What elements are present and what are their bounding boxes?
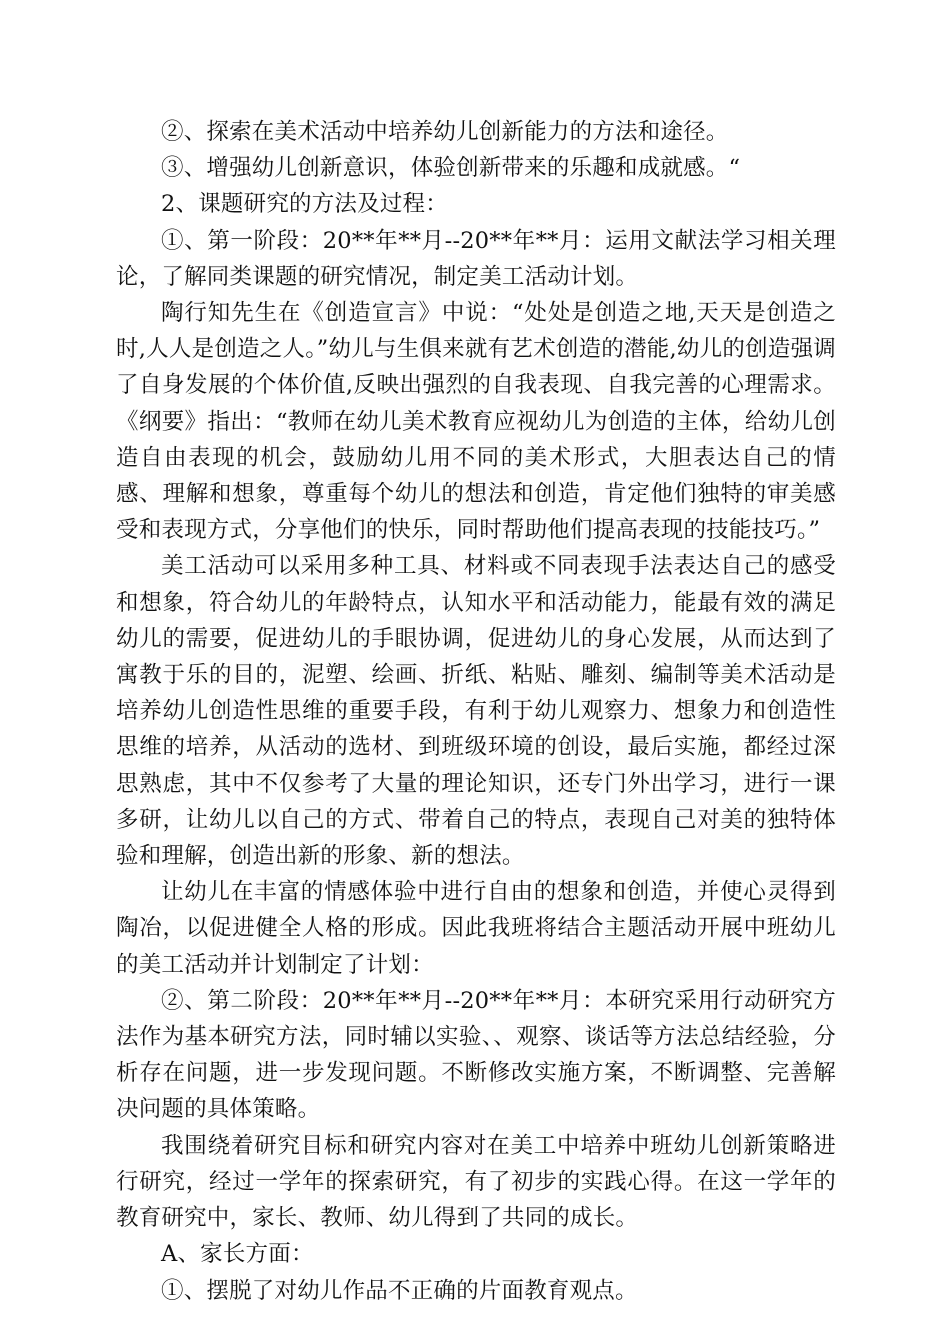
paragraph-phase-2: ②、第二阶段：20**年**月--20**年**月：本研究采用行动研究方法作为基本研究方法，同时辅以实验、、观察、谈话等方法总结经验，分析存在问题，进一步发现问题。不断修改实施方案，不断调整、完善解决问题的具体策略。 — [116, 987, 836, 1123]
section-heading-methods: 2、课题研究的方法及过程： — [161, 191, 448, 218]
paragraph-art-activities: 美工活动可以采用多种工具、材料或不同表现手法表达自己的感受和想象，符合幼儿的年龄特点，认知水平和活动能力，能最有效的满足幼儿的需要，促进幼儿的手眼协调，促进幼儿的身心发展，从而达到了寓教于乐的目的，泥塑、绘画、折纸、粘贴、雕刻、编制等美术活动是培养幼儿创造性思维的重要手段，有利于幼儿观察力、想象力和创造性思维的培养，从活动的选材、到班级环境的创设，最后实施，都经过深思熟虑，其中不仅参考了大量的理论知识，还专门外出学习，进行一课多研，让幼儿以自己的方式、带着自己的特点，表现自己对美的独特体验和理解，创造出新的形象、新的想法。 — [116, 553, 836, 870]
paragraph-parents-point-1: ①、摆脱了对幼儿作品不正确的片面教育观点。 — [161, 1277, 638, 1304]
paragraph-goal-3: ③、增强幼儿创新意识，体验创新带来的乐趣和成就感。“ — [161, 155, 741, 182]
paragraph-phase-1: ①、第一阶段：20**年**月--20**年**月：运用文献法学习相关理论，了解同类课题的研究情况，制定美工活动计划。 — [116, 227, 836, 290]
paragraph-emotional-experience: 让幼儿在丰富的情感体验中进行自由的想象和创造，并使心灵得到陶冶，以促进健全人格的形成。因此我班将结合主题活动开展中班幼儿的美工活动并计划制定了计划： — [116, 879, 836, 978]
document-body — [116, 114, 836, 1309]
paragraph-tao-xingzhi-quote: 陶行知先生在《创造宣言》中说：“处处是创造之地,天天是创造之时,人人是创造之人。”幼儿与生俱来就有艺术创造的潜能,幼儿的创造强调了自身发展的个体价值,反映出强烈的自我表现、自我完善的心理需求。《纲要》指出：“教师在幼儿美术教育应视幼儿为创造的主体，给幼儿创造自由表现的机会，鼓励幼儿用不同的美术形式，大胆表达自己的情感、理解和想象，尊重每个幼儿的想法和创造，肯定他们独特的审美感受和表现方式，分享他们的快乐，同时帮助他们提高表现的技能技巧。” — [116, 300, 836, 544]
paragraph-research-summary: 我围绕着研究目标和研究内容对在美工中培养中班幼儿创新策略进行研究，经过一学年的探索研究，有了初步的实践心得。在这一学年的教育研究中，家长、教师、幼儿得到了共同的成长。 — [116, 1132, 836, 1232]
paragraph-goal-2: ②、探索在美术活动中培养幼儿创新能力的方法和途径。 — [161, 119, 729, 145]
section-heading-parents: A、家长方面： — [161, 1241, 314, 1268]
